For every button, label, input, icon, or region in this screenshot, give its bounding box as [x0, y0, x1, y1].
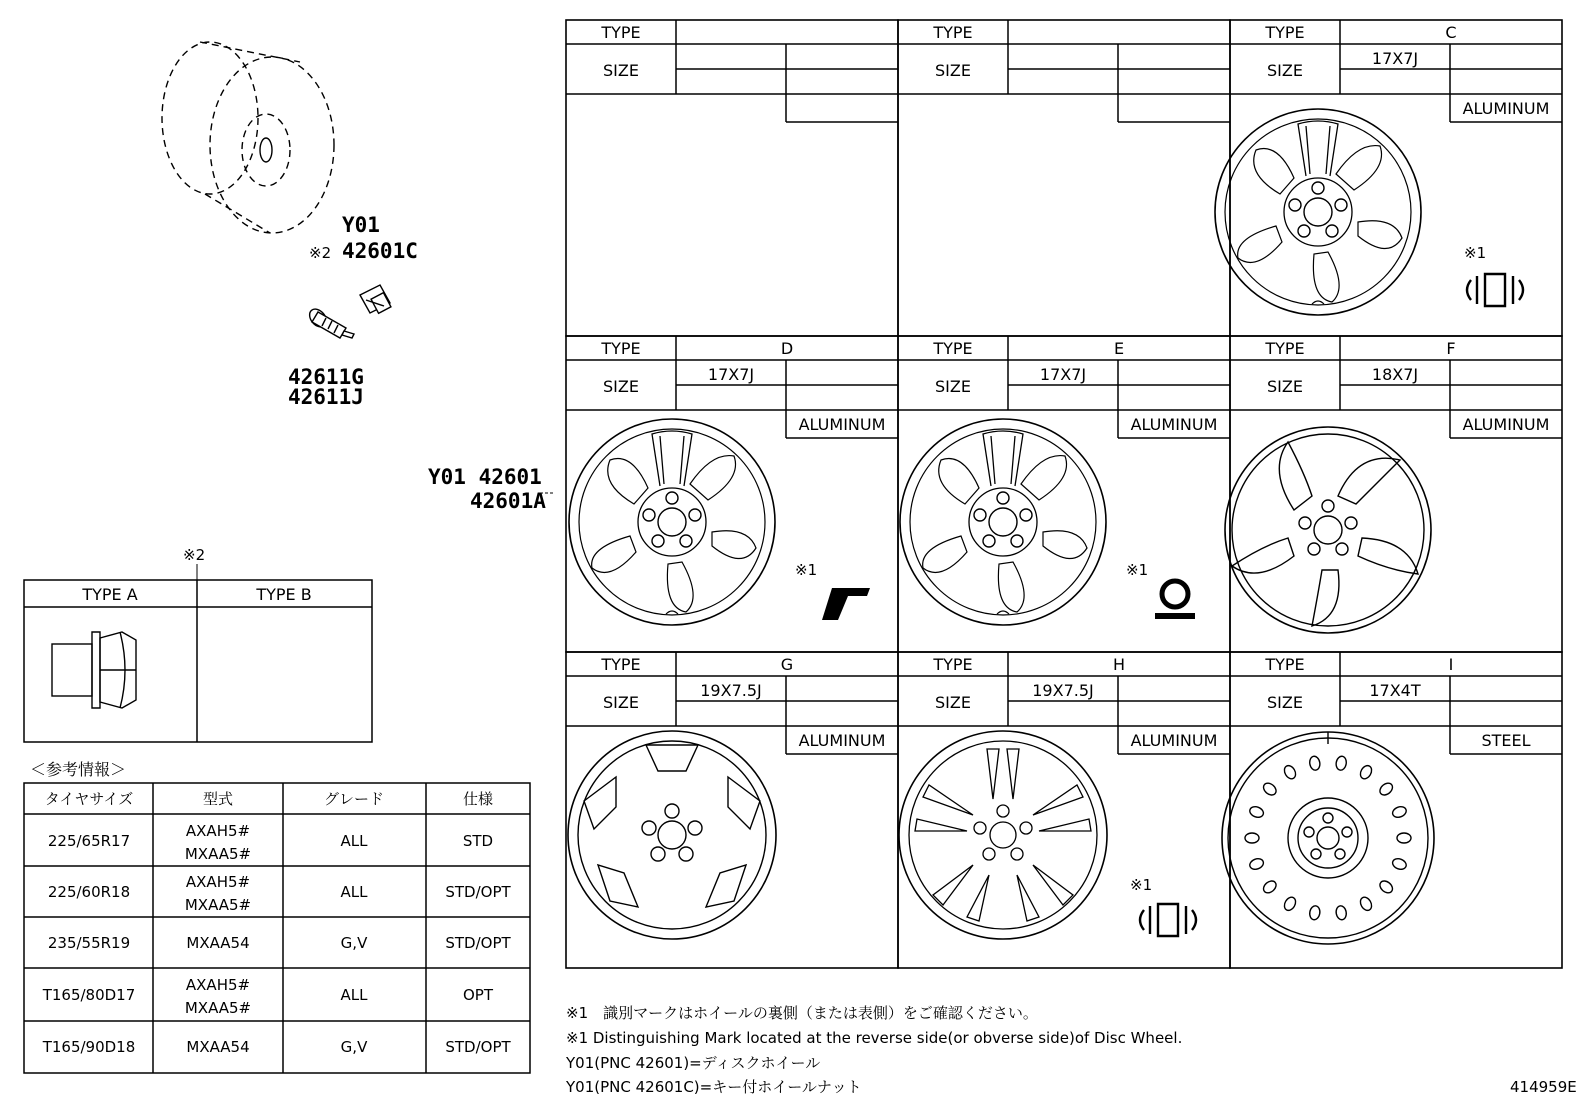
vent-hole [1248, 857, 1265, 871]
wheel-size-value: 17X7J [1371, 49, 1419, 68]
wheel-type-value: I [1448, 655, 1454, 674]
wheel-d-icon [569, 419, 775, 625]
type-label: TYPE [601, 339, 641, 358]
wheel-material-value: ALUMINUM [1462, 99, 1550, 118]
ref-header-spec: 仕様 [462, 790, 494, 808]
type-label: TYPE [601, 655, 641, 674]
nut-type-a-label: TYPE A [82, 585, 138, 604]
note-y01-wheel: Y01(PNC 42601)=ディスクホイール [566, 1054, 821, 1072]
note-mark-h: ※1 [1130, 876, 1153, 894]
size-label: SIZE [603, 693, 639, 712]
ref-row3-grade: G,V [340, 934, 368, 952]
vent-hole [1309, 755, 1321, 771]
wheel-type-value: F [1446, 339, 1456, 358]
ref-row1-tire: 225/65R17 [47, 832, 131, 850]
wheel-material-value: ALUMINUM [1130, 415, 1218, 434]
size-label: SIZE [935, 377, 971, 396]
wheel-f-icon [1225, 427, 1431, 633]
type-label: TYPE [1265, 23, 1305, 42]
lug-nut-icon [52, 632, 136, 708]
mark-d-icon [822, 588, 870, 620]
nut-type-table [24, 580, 372, 742]
ref-row2-spec: STD/OPT [445, 883, 511, 901]
ref-row2-model2: MXAA5# [184, 896, 252, 914]
figure-id: 414959E [1510, 1078, 1577, 1096]
wheel-type-value: D [780, 339, 794, 358]
wheel-material-value: ALUMINUM [798, 415, 886, 434]
mark-e-icon [1155, 581, 1195, 619]
vent-hole [1309, 905, 1321, 921]
wheel-type-value: H [1112, 655, 1126, 674]
ref-info-title: ＜参考情報＞ [30, 760, 127, 779]
note-mark-2: ※2 [309, 244, 332, 262]
wheel-material-value: ALUMINUM [798, 731, 886, 750]
ref-row5-spec: STD/OPT [445, 1038, 511, 1056]
wheel-type-value: E [1113, 339, 1125, 358]
wheel-material-value: ALUMINUM [1462, 415, 1550, 434]
type-label: TYPE [1265, 655, 1305, 674]
type-label: TYPE [933, 339, 973, 358]
size-label: SIZE [603, 377, 639, 396]
wheel-g-icon [568, 731, 776, 939]
ref-row2-tire: 225/60R18 [47, 883, 131, 901]
vent-hole [1282, 764, 1298, 781]
size-label: SIZE [1267, 61, 1303, 80]
note-mark-c: ※1 [1464, 244, 1487, 262]
ref-row4-model1: AXAH5# [185, 976, 251, 994]
wheel-size-value: 17X4T [1369, 681, 1421, 700]
valve-stem-icon [306, 306, 354, 338]
label-42611g: 42611G [288, 365, 364, 389]
ref-row3-spec: STD/OPT [445, 934, 511, 952]
vent-hole [1391, 805, 1408, 819]
wheel-material-value: ALUMINUM [1130, 731, 1218, 750]
size-label: SIZE [935, 693, 971, 712]
type-label: TYPE [933, 655, 973, 674]
ref-row1-model2: MXAA5# [184, 845, 252, 863]
nut-table-note-mark: ※2 [183, 546, 206, 564]
size-label: SIZE [1267, 377, 1303, 396]
vent-hole [1261, 781, 1278, 798]
ref-row4-model2: MXAA5# [184, 999, 252, 1017]
ref-row2-grade: ALL [340, 883, 368, 901]
ref-row1-spec: STD [462, 832, 494, 850]
ref-header-grade: グレード [323, 790, 385, 808]
wheel-type-value: G [780, 655, 794, 674]
vent-hole [1261, 879, 1278, 896]
label-42601a: 42601A [470, 489, 546, 513]
ref-row3-tire: 235/55R19 [47, 934, 131, 952]
wheel-size-value: 19X7.5J [700, 681, 762, 700]
ref-row5-model1: MXAA54 [186, 1038, 250, 1056]
type-label: TYPE [933, 23, 973, 42]
ref-row3-model1: MXAA54 [186, 934, 250, 952]
ref-info-table [24, 783, 530, 1073]
wheel-size-value: 17X7J [1039, 365, 1087, 384]
ref-header-model: 型式 [202, 790, 234, 808]
vent-hole [1378, 781, 1395, 798]
vent-hole [1358, 895, 1374, 912]
type-label: TYPE [601, 23, 641, 42]
mark-h-icon [1140, 904, 1196, 936]
note-mark-d: ※1 [795, 561, 818, 579]
wheel-material-value: STEEL [1481, 731, 1531, 750]
vent-hole [1397, 833, 1411, 843]
vent-hole [1335, 905, 1347, 921]
vent-hole [1248, 805, 1265, 819]
nut-type-b-label: TYPE B [256, 585, 312, 604]
note-jp: ※1 識別マークはホイールの裏側（または表側）をご確認ください。 [566, 1004, 1038, 1022]
ref-row4-spec: OPT [462, 986, 494, 1004]
size-label: SIZE [1267, 693, 1303, 712]
vent-hole [1245, 833, 1259, 843]
wheel-type-value: C [1445, 23, 1457, 42]
ref-row4-grade: ALL [340, 986, 368, 1004]
ref-row1-grade: ALL [340, 832, 368, 850]
label-y01-42601: Y01 42601 [428, 465, 542, 489]
ref-row5-grade: G,V [340, 1038, 368, 1056]
ref-row2-model1: AXAH5# [185, 873, 251, 891]
note-en: ※1 Distinguishing Mark located at the reverse side(or obverse side)of Disc Wheel. [566, 1029, 1183, 1047]
vent-hole [1378, 879, 1395, 896]
ref-row5-tire: T165/90D18 [42, 1038, 136, 1056]
key-nut-icon [360, 285, 391, 313]
type-label: TYPE [1265, 339, 1305, 358]
wheel-h-icon [899, 731, 1107, 939]
vent-hole [1335, 755, 1347, 771]
mark-c-icon [1467, 274, 1523, 306]
note-mark-e: ※1 [1126, 561, 1149, 579]
vent-hole [1358, 764, 1374, 781]
wheel-size-value: 18X7J [1371, 365, 1419, 384]
ref-row1-model1: AXAH5# [185, 822, 251, 840]
wheel-c-icon [1215, 109, 1421, 315]
size-label: SIZE [935, 61, 971, 80]
ref-header-tire: タイヤサイズ [44, 790, 134, 808]
wheel-type-grid [566, 20, 1562, 968]
vent-hole [1391, 857, 1408, 871]
wheel-size-value: 19X7.5J [1032, 681, 1094, 700]
wheel-i-icon [1222, 732, 1434, 944]
label-42601c: 42601C [342, 239, 418, 263]
note-y01-nut: Y01(PNC 42601C)=キー付ホイールナット [566, 1078, 862, 1096]
label-y01: Y01 [342, 213, 380, 237]
wheel-size-value: 17X7J [707, 365, 755, 384]
wheel-e-icon [900, 419, 1106, 625]
size-label: SIZE [603, 61, 639, 80]
label-42611j: 42611J [288, 385, 364, 409]
vent-hole [1282, 895, 1298, 912]
ref-row4-tire: T165/80D17 [42, 986, 136, 1004]
